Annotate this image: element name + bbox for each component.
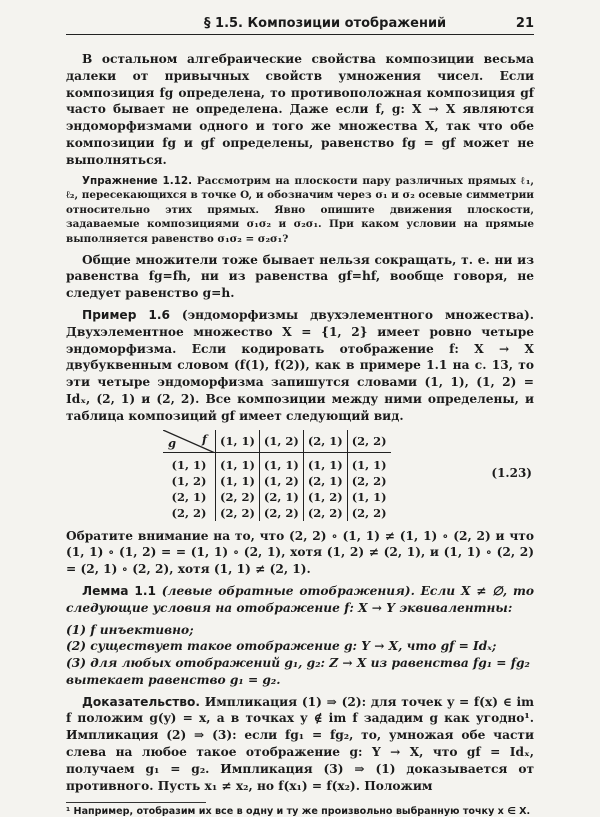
table-corner-cell [163,430,216,453]
table-cell: (2, 1) [259,489,303,505]
lemma-text: (левые обратные отображения). Если X ≠ ∅, то следующие условия на отображение f: X → Y эквивалентны: [66,583,534,615]
table-cell: (2, 2) [259,505,303,521]
table-cell: (1, 1) [216,452,260,473]
column-header: (1, 2) [259,430,303,453]
column-header: (1, 1) [216,430,260,453]
composition-table [163,430,391,521]
example-label: Пример 1.6 [82,307,170,322]
table-header-row [163,430,391,453]
table-cell: (2, 2) [216,505,260,521]
example-text: (эндоморфизмы двухэлементного множества). Двухэлементное множество X = {1, 2} имеет ровно четыре эндоморфизма. Если кодировать отображение f: X → X двубуквенным словом (f(1), f(2)), как в примере 1.1 на с. 13, то эти четыре эндоморфизма запишутся словами (1, 1), (1, 2) = Idₓ, (2, 1) и (2, 2). Все композиции между ними определены, и таблица композиций gf имеет следующий вид. [66,307,534,423]
equation-number: (1.23) [491,465,532,480]
page-number: 21 [515,16,534,31]
list-item: (2) существует такое отображение g: Y → X, что gf = Idₓ; [66,639,497,654]
table-cell: (2, 2) [351,505,387,520]
row-header: (2, 2) [163,505,216,521]
proof-label: Доказательство. [82,694,200,709]
section-title: § 1.5. Композиции отображений [204,16,447,31]
lemma-conditions [66,622,534,689]
lemma-label: Лемма 1.1 [82,583,156,598]
row-header: (2, 1) [163,489,216,505]
column-header: (2, 1) [303,430,347,453]
table-cell: (2, 2) [351,473,387,488]
composition-table-block [66,430,534,522]
table-cell: (1, 1) [351,457,387,472]
table-row [163,489,391,505]
table-cell: (1, 1) [303,452,347,473]
table-row [163,505,391,521]
row-header: (1, 1) [163,452,216,473]
column-header: (2, 2) [347,430,390,453]
exercise-1-12 [66,174,534,247]
example-1-6 [66,307,534,425]
table-cell: (1, 2) [303,489,347,505]
table-row [163,473,391,489]
table-cell: (1, 1) [351,489,387,504]
corner-label-g: g [168,435,177,450]
row-header: (1, 2) [163,473,216,489]
proof-text: Импликация (1) ⇒ (2): для точек y = f(x) ∈ im f положим g(y) = x, а в точках y ∉ im f зададим g как угодно¹. Импликация (2) ⇒ (3): если fg₁ = fg₂, то, умножая обе части слева на любое такое отображение g: Y → X, что gf = Idₓ, получаем g₁ = g₂. Импликация (3) ⇒ (1) доказывается от противного. Пусть x₁ ≠ x₂, но f(x₁) = f(x₂). Положим [66,694,534,793]
proof [66,694,534,795]
table-cell: (1, 1) [216,473,260,489]
footnote: ¹ Например, отобразим их все в одну и ту же произвольно выбранную точку x ∈ X. [66,806,531,817]
page-body [66,51,534,817]
paragraph-composition-properties: В остальном алгебраические свойства композиции весьма далеки от привычных свойств умножения чисел. Если композиция fg определена, то противоположная композиция gf часто бывает не определена. Даже если f, g: X → X являются эндоморфизмами одного и того же множества X, так что обе композиции fg и gf определены, равенство fg = gf может не выполняться. [66,52,534,167]
table-cell: (2, 2) [216,489,260,505]
lemma-1-1 [66,583,534,617]
exercise-label: Упражнение 1.12. [82,174,193,187]
table-cell: (1, 1) [259,452,303,473]
footnote-rule [66,802,206,803]
paragraph-cancellation: Общие множители тоже бывает нельзя сокращать, т. е. ни из равенства fg=fh, ни из равенства gf=hf, вообще говоря, не следует равенство g=h. [66,252,534,301]
table-cell: (2, 2) [303,505,347,521]
table-row [163,452,391,473]
running-header [66,14,534,35]
list-item: (1) f инъективно; [66,622,194,637]
paragraph-table-remarks: Обратите внимание на то, что (2, 2) ∘ (1, 1) ≠ (1, 1) ∘ (2, 2) и что (1, 1) ∘ (1, 2) = = (1, 1) ∘ (2, 1), хотя (1, 2) ≠ (2, 1), и (1, 1) ∘ (2, 2) = (2, 1) ∘ (2, 2), хотя (1, 1) ≠ (2, 1). [66,528,534,577]
exercise-text: Рассмотрим на плоскости пару различных прямых ℓ₁, ℓ₂, пересекающихся в точке O, и обозначим через σ₁ и σ₂ осевые симметрии относительно этих прямых. Явно опишите движения плоскости, задаваемые композициями σ₁σ₂ и σ₂σ₁. При каком условии на прямые выполняется равенство σ₁σ₂ = σ₂σ₁? [66,174,534,245]
corner-label-f: f [202,431,207,446]
table-cell: (1, 2) [259,473,303,489]
list-item: (3) для любых отображений g₁, g₂: Z → X из равенства fg₁ = fg₂ вытекает равенство g₁ = g₂. [66,656,530,687]
table-cell: (2, 1) [303,473,347,489]
